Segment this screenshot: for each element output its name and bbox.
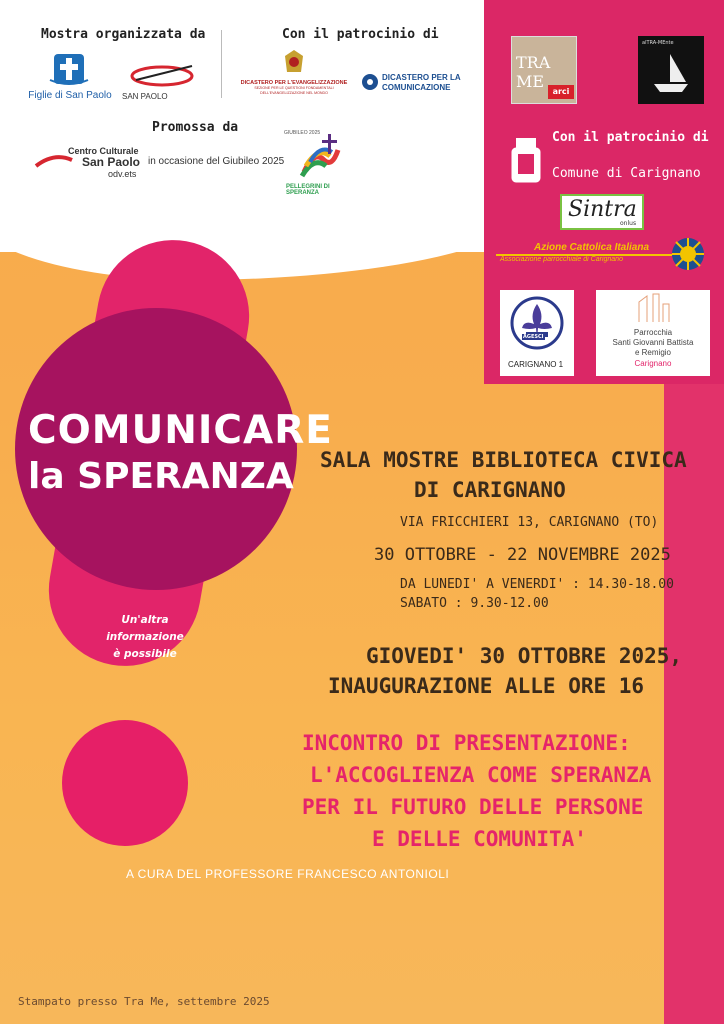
san-paolo-swoosh-icon — [122, 60, 202, 88]
giubileo-logo — [284, 130, 354, 196]
church-icon — [633, 290, 673, 324]
talk-line3: PER IL FUTURO DELLE PERSONE — [302, 795, 644, 819]
poster-title-line2: la SPERANZA — [28, 456, 294, 497]
pellegrini-label: PELLEGRINI DI SPERANZA — [286, 184, 330, 196]
sintra-logo — [560, 194, 644, 230]
centro-line2: San Paolo — [82, 155, 141, 169]
san-paolo-label: SAN PAOLO — [122, 92, 168, 101]
talk-line4: E DELLE COMUNITA' — [372, 827, 587, 851]
giubileo-icon — [284, 130, 354, 192]
boat-icon — [648, 50, 694, 96]
venue-line1: SALA MOSTRE BIBLIOTECA CIVICA — [320, 448, 687, 472]
azione-sun-icon — [670, 236, 706, 272]
exclamation-dot — [62, 720, 188, 846]
dicastero-evangelizzazione-logo — [238, 48, 350, 104]
azione-line1: Azione Cattolica Italiana — [534, 242, 650, 253]
comune-crest-icon — [508, 136, 544, 188]
header-divider — [221, 30, 222, 98]
tagline-line3: è possibile — [113, 648, 177, 660]
giubileo-year: GIUBILEO 2025 — [284, 130, 321, 136]
promoted-by-heading: Promossa da — [152, 120, 239, 135]
patronage-heading: Con il patrocinio di — [282, 27, 439, 42]
figlie-san-paolo-logo — [22, 52, 118, 100]
papal-crest-icon — [279, 48, 309, 76]
parrocchia-line1: Parrocchia — [633, 328, 673, 337]
scout-lily-icon — [510, 296, 564, 350]
altra-mente-label: alTRA-MEnte — [642, 40, 674, 46]
side-patronage-heading: Con il patrocinio di — [552, 130, 709, 145]
parrocchia-line4: Carignano — [634, 359, 672, 368]
azione-cattolica-logo — [494, 236, 706, 270]
trame-label: TRA ME — [516, 53, 551, 91]
talk-line1: INCONTRO DI PRESENTAZIONE: — [302, 731, 631, 755]
side-strip — [664, 384, 724, 1024]
altra-mente-logo — [638, 36, 704, 104]
dicastero-comunicazione-line2: COMUNICAZIONE — [382, 83, 451, 92]
tagline-line2: informazione — [106, 631, 184, 643]
printer-credit: Stampato presso Tra Me, settembre 2025 — [18, 995, 270, 1008]
opening-time: INAUGURAZIONE ALLE ORE 16 — [328, 674, 645, 698]
figlie-label: Figlie di San Paolo — [28, 90, 112, 101]
trame-logo — [511, 36, 577, 104]
centro-line1: Centro Culturale — [68, 146, 139, 156]
exhibition-dates: 30 OTTOBRE - 22 NOVEMBRE 2025 — [374, 545, 671, 565]
parrocchia-logo — [596, 290, 710, 376]
talk-line2: L'ACCOGLIENZA COME SPERANZA — [310, 763, 652, 787]
centro-culturale-logo — [34, 146, 144, 180]
arci-label: arci — [548, 85, 574, 99]
dicastero-evangelizzazione-label: DICASTERO PER L'EVANGELIZZAZIONE — [240, 80, 348, 86]
dicastero-crest-icon — [360, 72, 380, 92]
tagline — [95, 612, 195, 663]
jubilee-note: in occasione del Giubileo 2025 — [148, 156, 285, 167]
venue-line2: DI CARIGNANO — [414, 478, 566, 502]
address: VIA FRICCHIERI 13, CARIGNANO (TO) — [400, 515, 659, 530]
parrocchia-line3: e Remigio — [634, 348, 671, 357]
sintra-label: Sintra — [568, 197, 637, 222]
poster-title-line1: COMUNICARE — [28, 408, 333, 453]
san-paolo-logo — [122, 60, 202, 100]
figlie-cross-icon — [22, 52, 118, 86]
organized-by-heading: Mostra organizzata da — [41, 27, 206, 42]
curator-credit: A CURA DEL PROFESSORE FRANCESCO ANTONIOLI — [126, 867, 450, 881]
sintra-sub-label: onlus — [620, 220, 637, 227]
agesci-label: AGESCI — [523, 334, 544, 340]
dicastero-sub-label: SEZIONE PER LE QUESTIONI FONDAMENTALI DELL'EVANGELIZZAZIONE NEL MONDO — [254, 86, 334, 95]
azione-line2: Associazione parrocchiale di Carignano — [500, 256, 623, 263]
dicastero-comunicazione-logo — [360, 70, 470, 100]
saturday-hours: SABATO : 9.30-12.00 — [400, 596, 549, 611]
opening-date: GIOVEDI' 30 OTTOBRE 2025, — [366, 644, 683, 668]
dicastero-comunicazione-line1: DICASTERO PER LA — [382, 73, 461, 82]
carignano1-label: CARIGNANO 1 — [508, 360, 564, 369]
agesci-logo — [500, 290, 574, 376]
centro-line3: odv.ets — [108, 169, 137, 179]
tagline-line1: Un'altra — [121, 614, 169, 626]
parrocchia-line2: Santi Giovanni Battista — [612, 338, 694, 347]
weekday-hours: DA LUNEDI' A VENERDI' : 14.30-18.00 — [400, 577, 674, 592]
comune-label: Comune di Carignano — [552, 166, 701, 181]
